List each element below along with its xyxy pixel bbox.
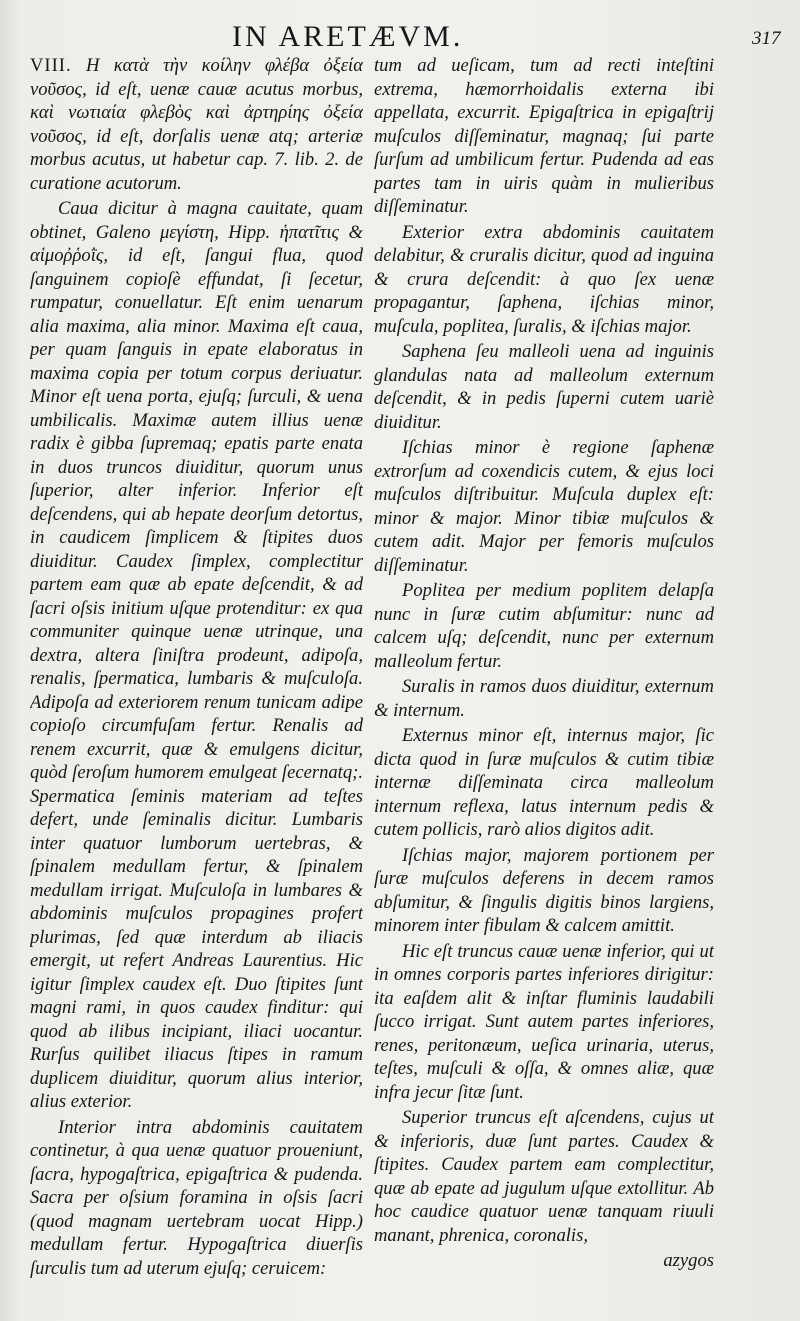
paragraph: Caua dicitur à magna cauitate, quam obtinet, Galeno μεγίστη, Hipp. ἡπατῖτις & αἱμοῤῥοῒς, id eſt, ſangui flua, quod ſanguinem copioſè effundat, ſi ſecetur, rumpatur, conuellatur. Eſt enim uenarum alia maxima, alia minor. Maxima eſt caua, per quam ſanguis in epate elaboratus in maxima copia per totum corpus deriuatur. Minor eſt uena porta, ejuſq; ſurculi, & uena umbilicalis. Maximæ autem illius uenæ radix è gibba ſupremaq; epatis parte enata in duos truncos diuiditur, quorum unus ſuperior, alter inferior. Inferior eſt deſcendens, qui ab hepate deorſum detortus, in caudicem ſimplicem & ſtipites duos diuiditur. Caudex ſimplex, complectitur partem eam quæ ab epate deſcendit, & ad ſacri oſsis initium uſque protenditur: ex qua communiter quinque uenæ utrinque, una dextra, altera ſiniſtra prodeunt, adipoſa, renalis, ſpermatica, lumbaris & muſculoſa. Adipoſa ad exteriorem renum tunicam adipe copioſo circumfuſam fertur. Renalis ad renem excurrit, quæ & emulgens dicitur, quòd ſeroſum humorem emulgeat ſecernatq;. Spermatica ſeminis materiam ad teſtes defert, unde ſeminalis dicitur. Lumbaris inter quatuor lumborum uertebras, & ſpinalem medullam fertur, & ſpinalem medullam irrigat. Muſculoſa in lumbares & abdominis muſculos propagines profert plurimas, ſed quæ interdum ab iliacis emergit, ut refert Andreas Laurentius. Hic igitur ſimplex caudex eſt. Duo ſtipites ſunt magni rami, in quos caudex finditur: qui quod ab ilibus incipiant, iliaci uocantur. Rurſus quilibet iliacus ſtipes in ramum duplicem diuiditur, quorum alius interior, alius exterior. bbox=[30, 198, 363, 1112]
paragraph: Superior truncus eſt aſcendens, cujus ut & inferioris, duæ ſunt partes. Caudex & ſtipites. Caudex partem eam complectitur, quæ ab epate ad jugulum uſque extollitur. Ab hoc caudice quatuor uenæ tanquam riuuli manant, phrenica, coronalis, bbox=[374, 1107, 714, 1246]
paragraph: Poplitea per medium poplitem delapſa nunc in ſuræ cutim abſumitur: nunc ad calcem uſq; deſcendit, nunc per externum malleolum fertur. bbox=[374, 580, 714, 672]
right-column bbox=[374, 54, 714, 1304]
catchword: azygos bbox=[663, 1250, 714, 1271]
paragraph bbox=[30, 54, 363, 195]
paragraph: tum ad ueſicam, tum ad recti inteſtini extrema, hæmorrhoidalis externa ibi appellata, excurrit. Epigaſtrica in epigaſtrij muſculos diſſeminatur, magnaq; ſui parte ſurſum ad umbilicum fertur. Pudenda ad eas partes tam in uiris quàm in mulieribus diſſeminatur. bbox=[374, 55, 714, 217]
left-column bbox=[30, 54, 363, 1304]
page-number: 317 bbox=[752, 28, 781, 49]
running-title: IN ARETÆVM. bbox=[232, 20, 464, 53]
paragraph: Suralis in ramos duos diuiditur, externum & internum. bbox=[374, 676, 714, 721]
running-head bbox=[0, 14, 800, 54]
paragraph: Externus minor eſt, internus major, ſic dicta quod in ſuræ muſculos & cutim tibiæ internæ diſſeminata circa malleolum internum reflexa, latus internum pedis & cutem pollicis, rarò alios digitos adit. bbox=[374, 725, 714, 840]
paragraph: Iſchias minor è regione ſaphenæ extrorſum ad coxendicis cutem, & ejus loci muſculos diſtribuitur. Muſcula duplex eſt: minor & major. Minor tibiæ muſculos & cutem adit. Major per femoris muſculos diſſeminatur. bbox=[374, 437, 714, 576]
paragraph: Interior intra abdominis cauitatem continetur, à qua uenæ quatuor proueniunt, ſacra, hypogaſtrica, epigaſtrica & pudenda. Sacra per oſsium foramina in oſsis ſacri (quod magnam uertebram uocat Hipp.) medullam fertur. Hypogaſtrica diuerſis ſurculis tum ad uterum ejuſq; ceruicem: bbox=[30, 1116, 363, 1279]
paragraph: Hic eſt truncus cauæ uenæ inferior, qui ut in omnes corporis partes inferiores dirigitur: ita eaſdem alit & inſtar fluminis laudabili ſucco irrigat. Sunt autem partes inferiores, renes, peritonæum, ueſica urinaria, uterus, teſtes, muſculi & oſſa, & omnes aliæ, quæ infra jecur ſitæ ſunt. bbox=[374, 940, 714, 1103]
section-label: VIII. bbox=[30, 55, 72, 76]
paragraph: Exterior extra abdominis cauitatem delabitur, & cruralis dicitur, quod ad inguina & crura deſcendit: à quo ſex uenæ propagantur, ſaphena, iſchias minor, muſcula, poplitea, ſuralis, & iſchias major. bbox=[374, 221, 714, 337]
paragraph: Iſchias major, majorem portionem per ſuræ muſculos deferens in decem ramos abſumitur, & ſingulis digitis binos largiens, minorem inter fibulam & calcem amittit. bbox=[374, 844, 714, 936]
paragraph-text: Η κατὰ τὴν κοίλην φλέβα ὀξεία νοῦσος, id eſt, uenæ cauæ acutus morbus, καὶ νωτιαία φλεβὸς καὶ ἀρτηρίης ὀξεία νοῦσος, id eſt, dorſalis uenæ atq; arteriæ morbus acutus, ut habetur cap. 7. lib. 2. de curatione acutorum. bbox=[30, 55, 363, 194]
paragraph: Saphena ſeu malleoli uena ad inguinis glandulas nata ad malleolum externum deſcendit, & in pedis ſuperni cutem uariè diuiditur. bbox=[374, 341, 714, 433]
